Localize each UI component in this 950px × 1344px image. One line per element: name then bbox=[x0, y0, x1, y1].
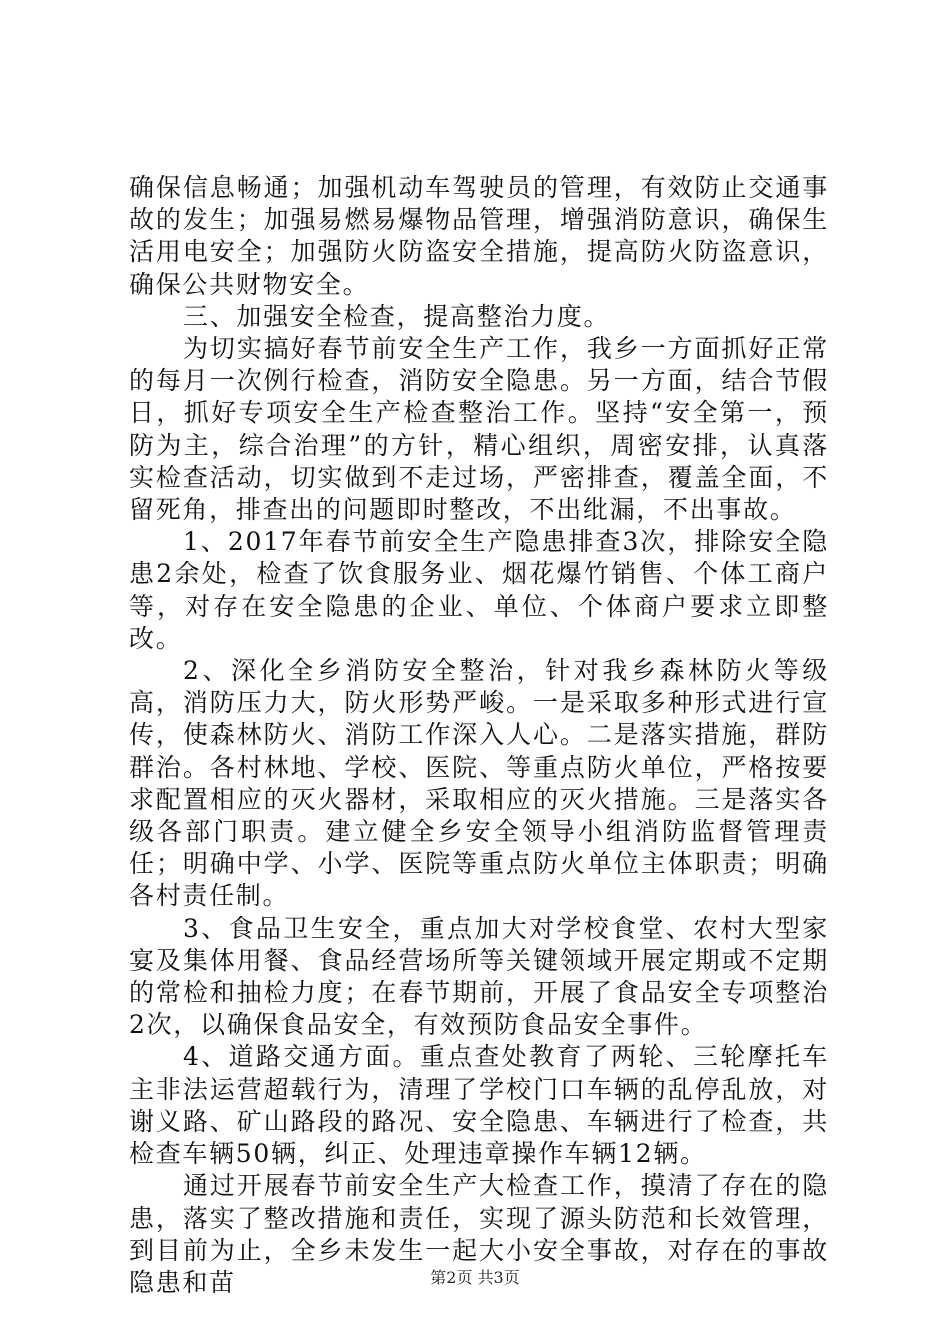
page-number-footer: 第2页 共3页 bbox=[430, 1268, 520, 1287]
paragraph-7: 4、道路交通方面。重点查处教育了两轮、三轮摩托车主非法运营超载行为，清理了学校门口车辆的乱停乱放，对谢义路、矿山路段的路况、安全隐患、车辆进行了检查，共检查车辆50辆，纠正、处理违章操作车辆12辆。 bbox=[129, 1042, 829, 1169]
paragraph-3: 为切实搞好春节前安全生产工作，我乡一方面抓好正常的每月一次例行检查，消防安全隐患。另一方面，结合节假日，抓好专项安全生产检查整治工作。坚持“安全第一，预防为主，综合治理”的方针，精心组织，周密安排，认真落实检查活动，切实做到不走过场，严密排查，覆盖全面，不留死角，排查出的问题即时整改，不出纰漏，不出事故。 bbox=[129, 334, 829, 525]
paragraph-8: 通过开展春节前安全生产大检查工作，摸清了存在的隐患，落实了整改措施和责任，实现了源头防范和长效管理，到目前为止，全乡未发生一起大小安全事故，对存在的事故隐患和苗 bbox=[129, 1171, 829, 1297]
paragraph-5: 2、深化全乡消防安全整治，针对我乡森林防火等级高，消防压力大，防火形势严峻。一是采取多种形式进行宣传，使森林防火、消防工作深入人心。二是落实措施，群防群治。各村林地、学校、医院、等重点防火单位，严格按要求配置相应的灭火器材，采取相应的灭火措施。三是落实各级各部门职责。建立健全乡安全领导小组消防监督管理责任；明确中学、小学、医院等重点防火单位主体职责；明确各村责任制。 bbox=[129, 656, 829, 911]
paragraph-4: 1、2017年春节前安全生产隐患排查3次，排除安全隐患2余处，检查了饮食服务业、烟花爆竹销售、个体工商户等，对存在安全隐患的企业、单位、个体商户要求立即整改。 bbox=[129, 527, 829, 653]
paragraph-2: 三、加强安全检查，提高整治力度。 bbox=[183, 301, 611, 331]
paragraph-1: 确保信息畅通；加强机动车驾驶员的管理，有效防止交通事故的发生；加强易燃易爆物品管理，增强消防意识，确保生活用电安全；加强防火防盗安全措施，提高防火防盗意识，确保公共财物安全。 bbox=[129, 173, 829, 299]
paragraph-6: 3、食品卫生安全，重点加大对学校食堂、农村大型家宴及集体用餐、食品经营场所等关键领域开展定期或不定期的常检和抽检力度；在春节期前，开展了食品安全专项整治2次，以确保食品安全，有效预防食品安全事件。 bbox=[129, 913, 829, 1040]
document-body bbox=[129, 172, 829, 1299]
